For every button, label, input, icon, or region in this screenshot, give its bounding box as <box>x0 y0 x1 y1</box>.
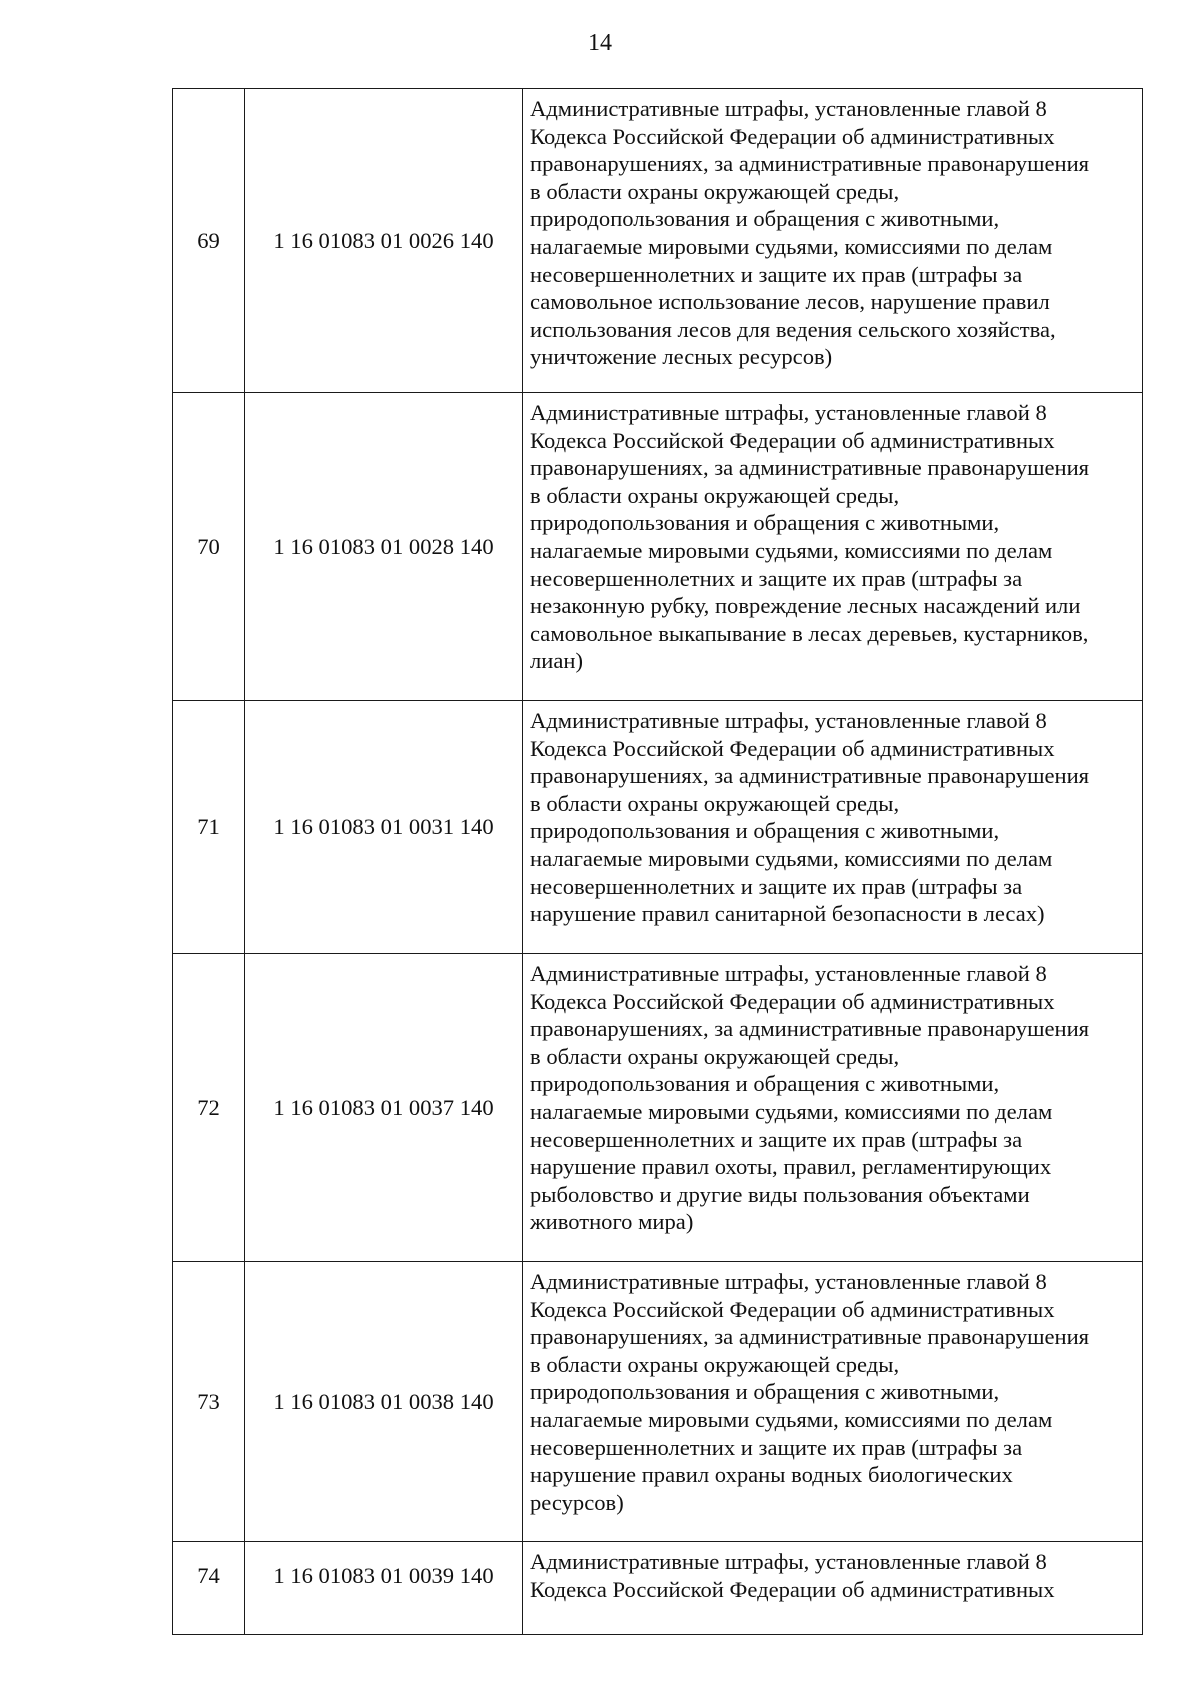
description-line: несовершеннолетних и защите их прав (штрафы за <box>530 261 1023 287</box>
table-row <box>173 1262 1143 1542</box>
description-line: Кодекса Российской Федерации об административных <box>530 1296 1055 1322</box>
row-number: 70 <box>173 393 245 701</box>
description-line: несовершеннолетних и защите их прав (штрафы за <box>530 1126 1023 1152</box>
description-line: налагаемые мировыми судьями, комиссиями по делам <box>530 1098 1053 1124</box>
description-line: правонарушениях, за административные правонарушения <box>530 151 1090 177</box>
row-number: 74 <box>173 1542 245 1635</box>
description-line: природопользования и обращения с животными, <box>530 510 1000 536</box>
description-line: Кодекса Российской Федерации об административных <box>530 123 1055 149</box>
page-number: 14 <box>588 30 612 56</box>
description-line: налагаемые мировыми судьями, комиссиями по делам <box>530 537 1053 563</box>
row-description <box>523 1262 1143 1542</box>
table-row <box>173 89 1143 393</box>
description-line: несовершеннолетних и защите их прав (штрафы за <box>530 1434 1023 1460</box>
description-line: налагаемые мировыми судьями, комиссиями по делам <box>530 845 1053 871</box>
description-line: правонарушениях, за административные правонарушения <box>530 1324 1090 1350</box>
description-line: Кодекса Российской Федерации об административных <box>530 1576 1055 1602</box>
description-line: в области охраны окружающей среды, <box>530 1043 900 1069</box>
row-description <box>523 1542 1143 1635</box>
description-line: уничтожение лесных ресурсов) <box>530 344 833 370</box>
description-line: лиан) <box>530 648 584 674</box>
budget-code: 1 16 01083 01 0031 140 <box>245 701 523 954</box>
description-line: использования лесов для ведения сельского хозяйства, <box>530 316 1056 342</box>
description-line: самовольное использование лесов, нарушение правил <box>530 289 1050 315</box>
description-line: налагаемые мировыми судьями, комиссиями по делам <box>530 1406 1053 1432</box>
description-line: незаконную рубку, повреждение лесных насаждений или <box>530 593 1081 619</box>
description-line: в области охраны окружающей среды, <box>530 178 900 204</box>
description-line: Административные штрафы, установленные главой 8 <box>530 1549 1047 1574</box>
description-line: в области охраны окружающей среды, <box>530 1351 900 1377</box>
table-row <box>173 954 1143 1262</box>
description-line: Административные штрафы, установленные главой 8 <box>530 400 1047 425</box>
budget-code: 1 16 01083 01 0037 140 <box>245 954 523 1262</box>
description-line: рыболовство и другие виды пользования объектами <box>530 1181 1030 1207</box>
row-description <box>523 89 1143 393</box>
description-line: несовершеннолетних и защите их прав (штрафы за <box>530 565 1023 591</box>
description-line: самовольное выкапывание в лесах деревьев, кустарников, <box>530 620 1089 646</box>
row-number: 71 <box>173 701 245 954</box>
row-description <box>523 701 1143 954</box>
description-line: нарушение правил охоты, правил, регламентирующих <box>530 1154 1052 1180</box>
budget-code-table <box>172 88 1143 1635</box>
description-line: природопользования и обращения с животными, <box>530 1071 1000 1097</box>
description-line: правонарушениях, за административные правонарушения <box>530 763 1090 789</box>
description-line: нарушение правил санитарной безопасности в лесах) <box>530 901 1045 927</box>
description-line: Административные штрафы, установленные главой 8 <box>530 96 1047 121</box>
table-row <box>173 393 1143 701</box>
row-number: 69 <box>173 89 245 393</box>
description-line: природопользования и обращения с животными, <box>530 818 1000 844</box>
budget-code: 1 16 01083 01 0039 140 <box>245 1542 523 1635</box>
budget-code: 1 16 01083 01 0026 140 <box>245 89 523 393</box>
description-line: животного мира) <box>530 1209 694 1235</box>
description-line: Кодекса Российской Федерации об административных <box>530 427 1055 453</box>
budget-code: 1 16 01083 01 0038 140 <box>245 1262 523 1542</box>
budget-code: 1 16 01083 01 0028 140 <box>245 393 523 701</box>
description-line: Кодекса Российской Федерации об административных <box>530 735 1055 761</box>
table-row <box>173 701 1143 954</box>
description-line: нарушение правил охраны водных биологических <box>530 1462 1013 1488</box>
description-line: природопользования и обращения с животными, <box>530 1379 1000 1405</box>
row-description <box>523 954 1143 1262</box>
description-line: Кодекса Российской Федерации об административных <box>530 988 1055 1014</box>
description-line: налагаемые мировыми судьями, комиссиями по делам <box>530 233 1053 259</box>
description-line: Административные штрафы, установленные главой 8 <box>530 961 1047 986</box>
description-line: ресурсов) <box>530 1489 624 1515</box>
description-line: несовершеннолетних и защите их прав (штрафы за <box>530 873 1023 899</box>
description-line: Административные штрафы, установленные главой 8 <box>530 708 1047 733</box>
description-line: правонарушениях, за административные правонарушения <box>530 1016 1090 1042</box>
description-line: правонарушениях, за административные правонарушения <box>530 455 1090 481</box>
row-number: 73 <box>173 1262 245 1542</box>
row-description <box>523 393 1143 701</box>
description-line: в области охраны окружающей среды, <box>530 790 900 816</box>
description-line: в области охраны окружающей среды, <box>530 482 900 508</box>
description-line: Административные штрафы, установленные главой 8 <box>530 1269 1047 1294</box>
description-line: природопользования и обращения с животными, <box>530 206 1000 232</box>
row-number: 72 <box>173 954 245 1262</box>
table-row <box>173 1542 1143 1635</box>
